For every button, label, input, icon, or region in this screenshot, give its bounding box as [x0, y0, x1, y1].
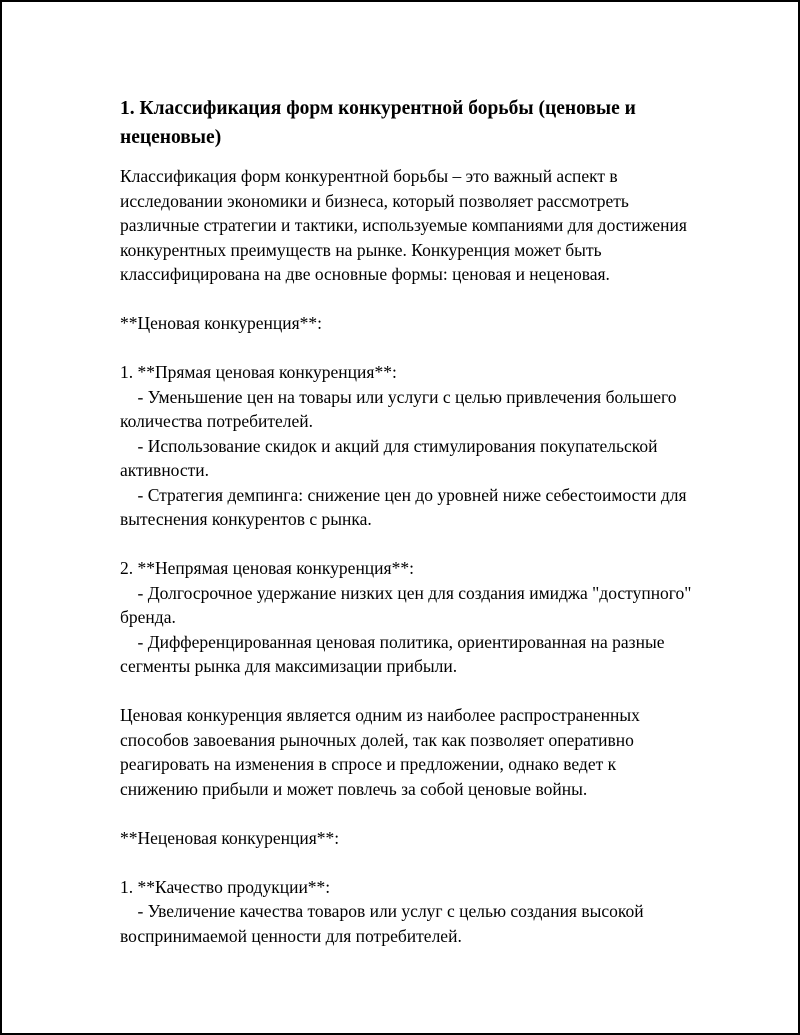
- direct-price-bullet-3: - Стратегия демпинга: снижение цен до уровней ниже себестоимости для вытеснения конкурентов с рынка.: [120, 484, 691, 529]
- quality-heading: 1. **Качество продукции**:: [120, 876, 331, 897]
- nonprice-competition-heading: **Неценовая конкуренция**:: [120, 827, 340, 848]
- spacer: [120, 850, 696, 875]
- quality-bullet-1: - Увеличение качества товаров или услуг с целью создания высокой воспринимаемой ценности для потребителей.: [120, 901, 648, 946]
- direct-price-bullet-2: - Использование скидок и акций для стимулирования покупательской активности.: [120, 435, 662, 480]
- spacer: [120, 287, 696, 312]
- spacer: [120, 336, 696, 361]
- price-competition-heading: **Ценовая конкуренция**:: [120, 313, 323, 333]
- section-title: 1. Классификация форм конкурентной борьбы (ценовые и неценовые): [120, 98, 636, 148]
- spacer: [120, 532, 696, 557]
- intro-paragraph: Классификация форм конкурентной борьбы – это важный аспект в исследовании экономики и бизнеса, который позволяет рассмотреть различные стратегии и тактики, используемые компаниями для достижения конкурентных преимуществ на рынке. Конкуренция может быть классифицирована на две основные формы: ценовая и неценовая.: [120, 166, 692, 284]
- indirect-price-bullet-1: - Долгосрочное удержание низких цен для создания имиджа "доступного" бренда.: [120, 582, 696, 627]
- direct-price-bullet-1: - Уменьшение цен на товары или услуги с целью привлечения большего количества потребителей.: [120, 386, 681, 431]
- direct-price-heading: 1. **Прямая ценовая конкуренция**:: [120, 362, 397, 382]
- indirect-price-heading: 2. **Непрямая ценовая конкуренция**:: [120, 558, 414, 578]
- document-body: [120, 94, 696, 948]
- price-summary-paragraph: Ценовая конкуренция является одним из наиболее распространенных способов завоевания рыночных долей, так как позволяет оперативно реагировать на изменения в спросе и предложении, однако ведет к снижению прибыли и может повлечь за собой ценовые войны.: [120, 705, 645, 799]
- indirect-price-bullet-2: - Дифференцированная ценовая политика, ориентированная на разные сегменты рынка для максимизации прибыли.: [120, 631, 669, 676]
- spacer: [120, 801, 696, 826]
- spacer: [120, 679, 696, 704]
